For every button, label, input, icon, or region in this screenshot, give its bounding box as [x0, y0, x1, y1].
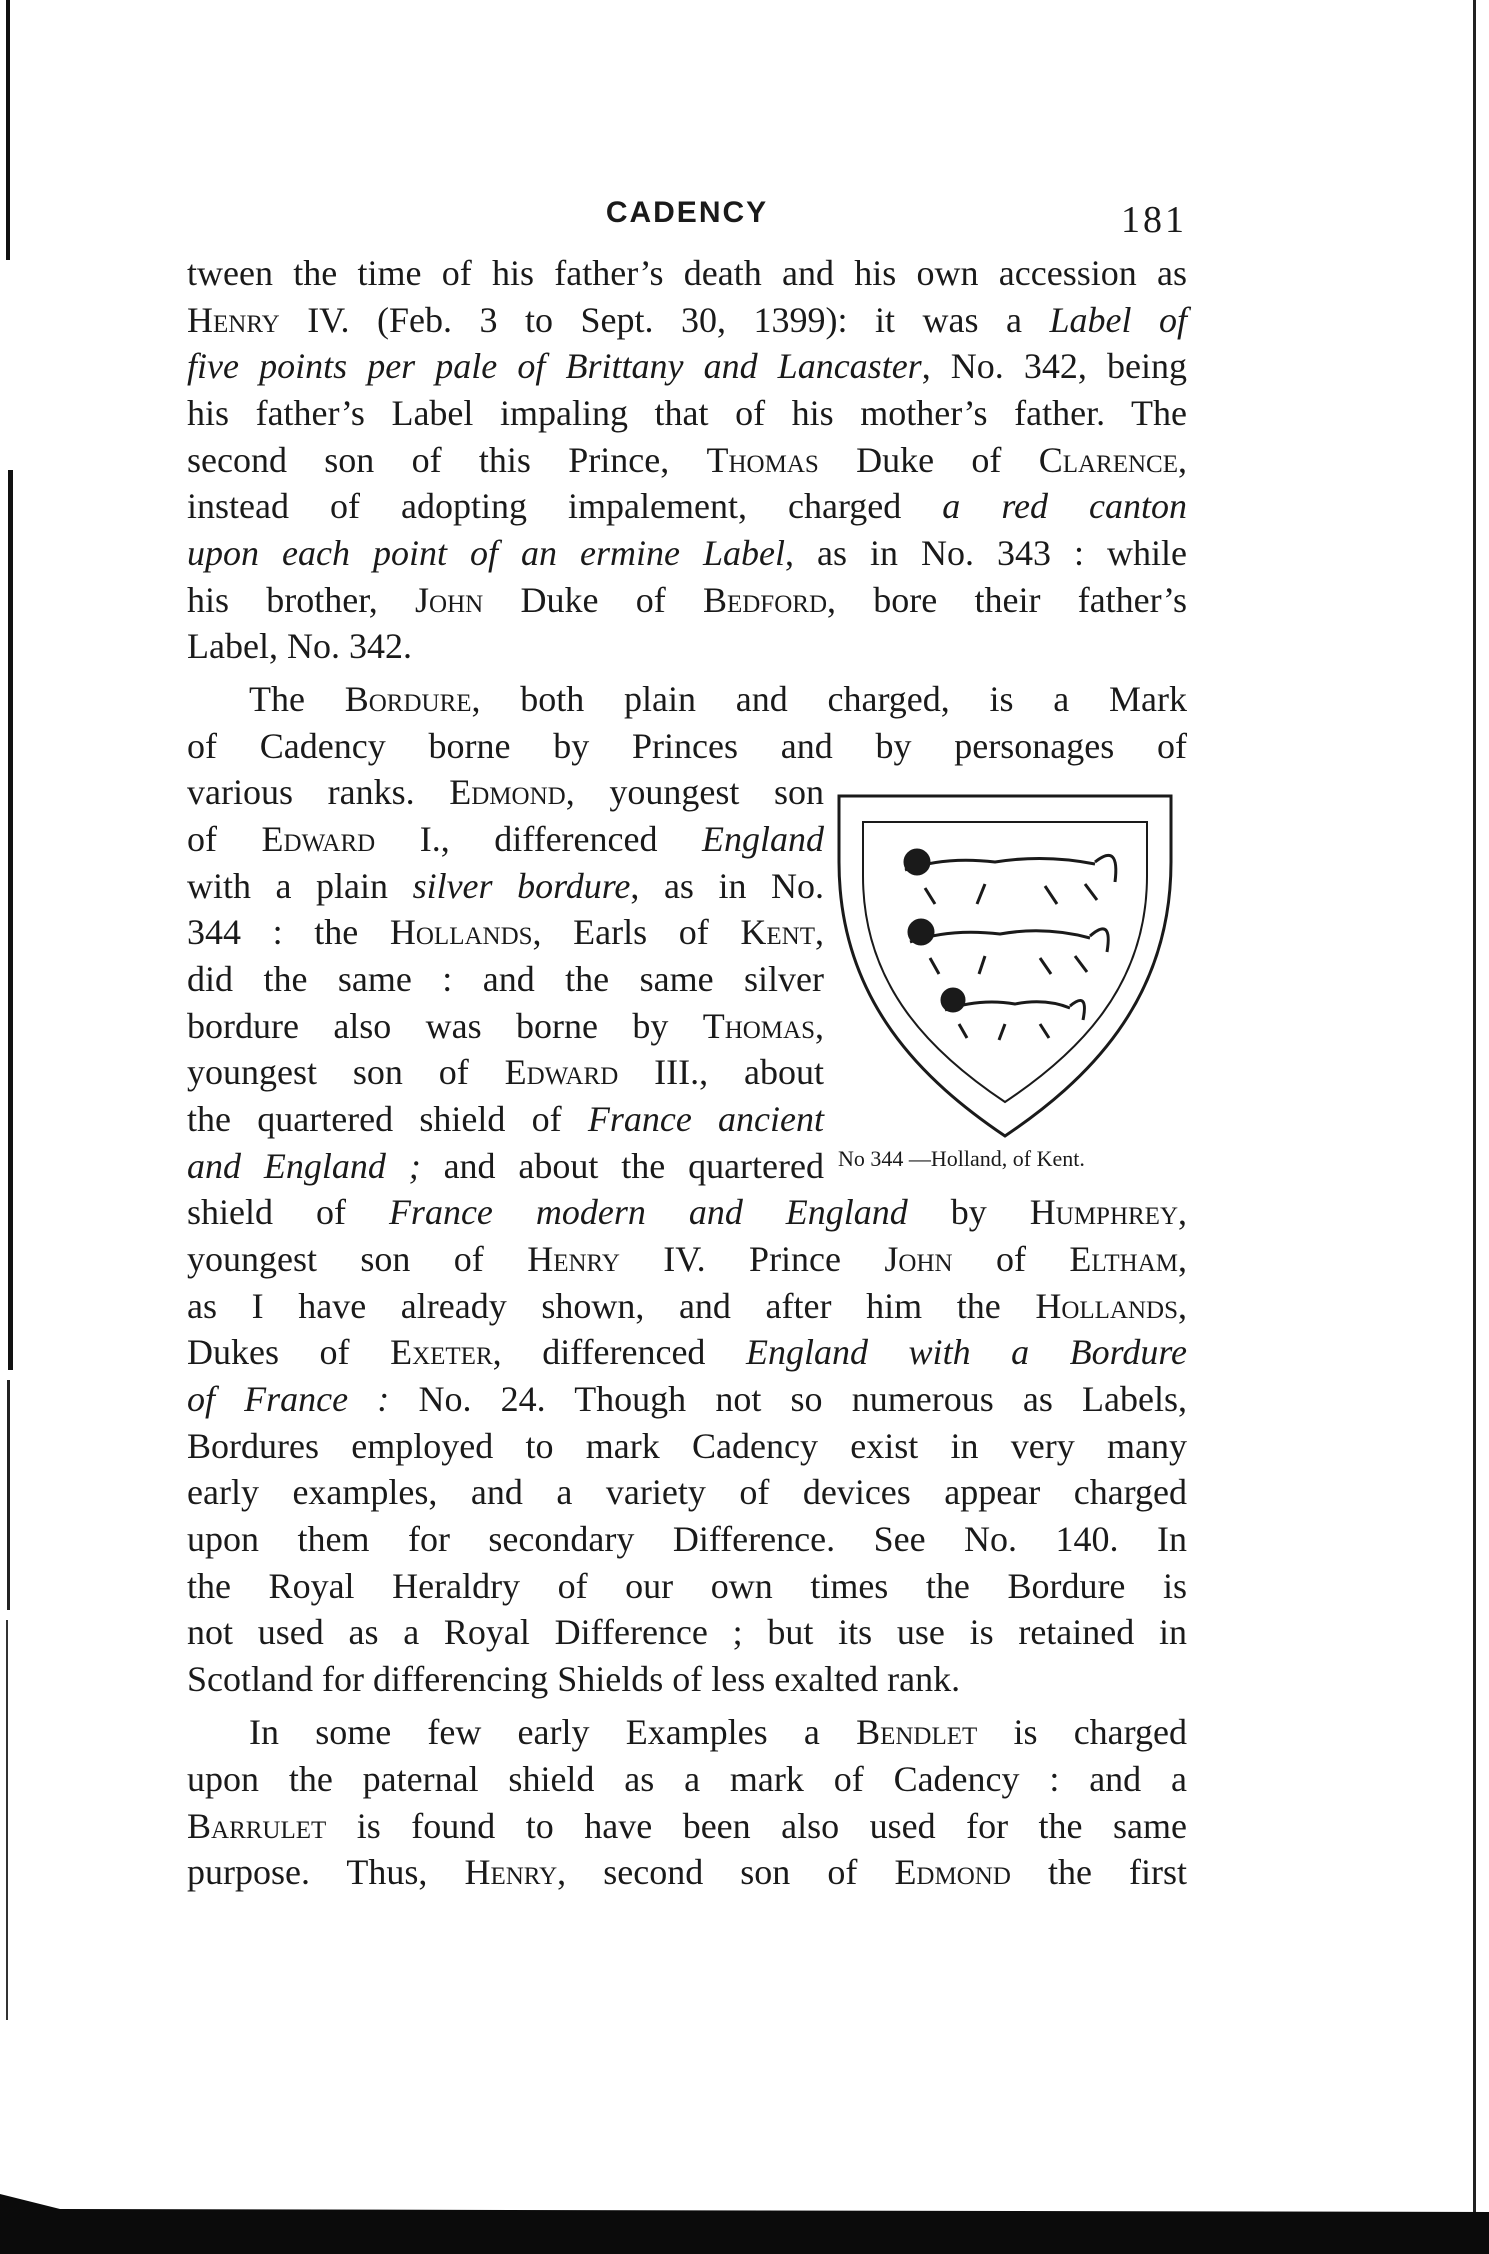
text-run: Label, No. 342. [187, 626, 412, 666]
holland-shield-figure [835, 792, 1175, 1140]
text-run: , [1177, 1239, 1187, 1279]
lion-passant-guardant-2-icon [909, 920, 1108, 974]
text-run: , youngest son [565, 772, 824, 812]
text-run: In some few early Examples a [249, 1712, 857, 1752]
text-run: is found to have been also used for the same [326, 1806, 1187, 1846]
text-run: bordure also was borne by [187, 1006, 703, 1046]
text-run: Bordures employed to mark Cadency exist in very many [187, 1426, 1187, 1466]
small-caps-run: Henry [527, 1239, 620, 1279]
text-line-9 [187, 624, 1187, 668]
small-caps-run: Thomas [706, 440, 819, 480]
italic-run: five points per pale of Brittany and Lancaster [187, 346, 922, 386]
text-run: early examples, and a variety of devices appear charged [187, 1472, 1187, 1512]
text-line-28 [187, 1517, 1187, 1561]
text-run: of [187, 819, 262, 859]
text-line-12 [187, 770, 824, 814]
text-run: , as in No. 343 : while [784, 533, 1187, 573]
text-line-31 [187, 1657, 1187, 1701]
text-run: the quartered shield of [187, 1099, 588, 1139]
text-line-22 [187, 1237, 1187, 1281]
text-run: The [249, 679, 345, 719]
text-run: the Royal Heraldry of our own times the Bordure is [187, 1566, 1187, 1606]
italic-run: a red canton [942, 486, 1187, 526]
italic-run: France ancient [587, 1099, 825, 1139]
text-line-5 [187, 438, 1187, 482]
small-caps-run: Henry [464, 1852, 558, 1892]
lion-passant-guardant-1-icon [905, 850, 1116, 904]
text-line-18 [187, 1050, 824, 1094]
text-line-21 [187, 1190, 1187, 1234]
running-head-title: CADENCY [605, 196, 769, 229]
italic-run: Label of [1049, 300, 1187, 340]
lion-passant-guardant-3-icon [942, 989, 1084, 1040]
text-run: IV. Prince [619, 1239, 885, 1279]
text-run: the first [1010, 1852, 1187, 1892]
text-line-29 [187, 1564, 1187, 1608]
small-caps-run: Edward [261, 819, 376, 859]
text-run: instead of adopting impalement, charged [187, 486, 943, 526]
text-line-14 [187, 864, 824, 908]
italic-run: upon each point of an ermine Label [187, 533, 785, 573]
small-caps-run: Hollands [389, 912, 533, 952]
text-run: upon the paternal shield as a mark of Cadency : and a [187, 1759, 1187, 1799]
text-line-26 [187, 1424, 1187, 1468]
text-run: , both plain and charged, is a Mark [471, 679, 1188, 719]
text-run: as I have already shown, and after him the [187, 1286, 1036, 1326]
text-line-17 [187, 1004, 824, 1048]
text-line-32 [187, 1710, 1187, 1754]
text-run: 344 : the [187, 912, 390, 952]
text-run: Scotland for differencing Shields of less exalted rank. [187, 1659, 961, 1699]
text-run: second son of this Prince, [187, 440, 707, 480]
right-page-edge-line [1459, 0, 1489, 2254]
text-run: various ranks. [187, 772, 450, 812]
small-caps-run: Bendlet [856, 1712, 978, 1752]
text-run: , as in No. [630, 866, 824, 906]
figure-caption: No 344 —Holland, of Kent. [838, 1146, 1085, 1171]
text-line-10 [187, 677, 1187, 721]
text-line-15 [187, 910, 824, 954]
text-line-13 [187, 817, 824, 861]
text-run: of Cadency borne by Princes and by personages of [187, 726, 1187, 766]
text-run: , second son of [557, 1852, 895, 1892]
italic-run: and England ; [187, 1146, 421, 1186]
text-run: Dukes of [187, 1332, 391, 1372]
text-line-3 [187, 344, 1187, 388]
text-run: No. 24. Though not so numerous as Labels, [389, 1379, 1188, 1419]
small-caps-run: Edmond [894, 1852, 1011, 1892]
text-run: with a plain [187, 866, 413, 906]
italic-run: of France : [187, 1379, 390, 1419]
small-caps-run: Bedford [702, 580, 827, 620]
small-caps-run: Bordure [344, 679, 472, 719]
text-run: and about the quartered [420, 1146, 824, 1186]
text-line-19 [187, 1097, 824, 1141]
italic-run: France modern and England [388, 1192, 908, 1232]
text-run: , differenced [492, 1332, 746, 1372]
text-line-34 [187, 1804, 1187, 1848]
text-run: , [815, 1006, 824, 1046]
text-line-1 [187, 251, 1187, 295]
small-caps-run: Barrulet [187, 1806, 327, 1846]
text-run: of [952, 1239, 1070, 1279]
running-head [187, 192, 1187, 242]
text-run: IV. (Feb. 3 to Sept. 30, 1399): it was a [279, 300, 1050, 340]
text-run: youngest son of [187, 1052, 505, 1092]
text-line-35 [187, 1850, 1187, 1894]
bottom-scan-shadow [0, 2124, 1489, 2254]
text-line-24 [187, 1330, 1187, 1374]
text-run: upon them for secondary Difference. See No. 140. In [187, 1519, 1187, 1559]
text-run: , [1178, 1192, 1188, 1232]
text-run: tween the time of his father’s death and his own accession as [187, 253, 1187, 293]
italic-run: silver bordure [412, 866, 631, 906]
text-line-30 [187, 1610, 1187, 1654]
text-run: not used as a Royal Difference ; but its use is retained in [187, 1612, 1187, 1652]
small-caps-run: Humphrey [1029, 1192, 1179, 1232]
text-line-7 [187, 531, 1187, 575]
small-caps-run: Edward [504, 1052, 619, 1092]
text-run: youngest son of [187, 1239, 528, 1279]
text-run: , Earls of [532, 912, 741, 952]
text-line-25 [187, 1377, 1187, 1421]
text-line-23 [187, 1284, 1187, 1328]
small-caps-run: Kent [740, 912, 815, 952]
small-caps-run: Exeter [390, 1332, 493, 1372]
small-caps-run: Thomas [702, 1006, 815, 1046]
small-caps-run: Clarence [1038, 440, 1178, 480]
text-run: his brother, [187, 580, 416, 620]
text-line-16 [187, 957, 824, 1001]
text-run: , bore their father’s [827, 580, 1187, 620]
text-run: I., differenced [375, 819, 702, 859]
small-caps-run: Eltham [1069, 1239, 1178, 1279]
text-run: , [1178, 440, 1187, 480]
page-number: 181 [1121, 199, 1187, 241]
small-caps-run: Hollands [1035, 1286, 1178, 1326]
small-caps-run: Henry [187, 300, 280, 340]
text-run: , [815, 912, 824, 952]
small-caps-run: John [415, 580, 484, 620]
text-line-6 [187, 484, 1187, 528]
text-run: , No. 342, being [921, 346, 1187, 386]
small-caps-run: John [884, 1239, 953, 1279]
text-line-33 [187, 1757, 1187, 1801]
text-run: did the same : and the same silver [187, 959, 824, 999]
text-line-2 [187, 298, 1187, 342]
text-run: by [907, 1192, 1030, 1232]
italic-run: England with a Bordure [746, 1332, 1187, 1372]
small-caps-run: Edmond [449, 772, 566, 812]
text-line-27 [187, 1470, 1187, 1514]
text-run: III., about [618, 1052, 824, 1092]
text-run: Duke of [483, 580, 703, 620]
text-run: is charged [977, 1712, 1187, 1752]
text-run: his father’s Label impaling that of his mother’s father. The [187, 393, 1187, 433]
text-run: shield of [187, 1192, 389, 1232]
text-line-11 [187, 724, 1187, 768]
text-run: Duke of [818, 440, 1039, 480]
italic-run: England [702, 819, 824, 859]
text-run: , [1178, 1286, 1187, 1326]
text-run: purpose. Thus, [187, 1852, 465, 1892]
text-line-20 [187, 1144, 824, 1188]
left-page-edge-shadow [0, 0, 30, 2254]
text-line-8 [187, 578, 1187, 622]
text-line-4 [187, 391, 1187, 435]
